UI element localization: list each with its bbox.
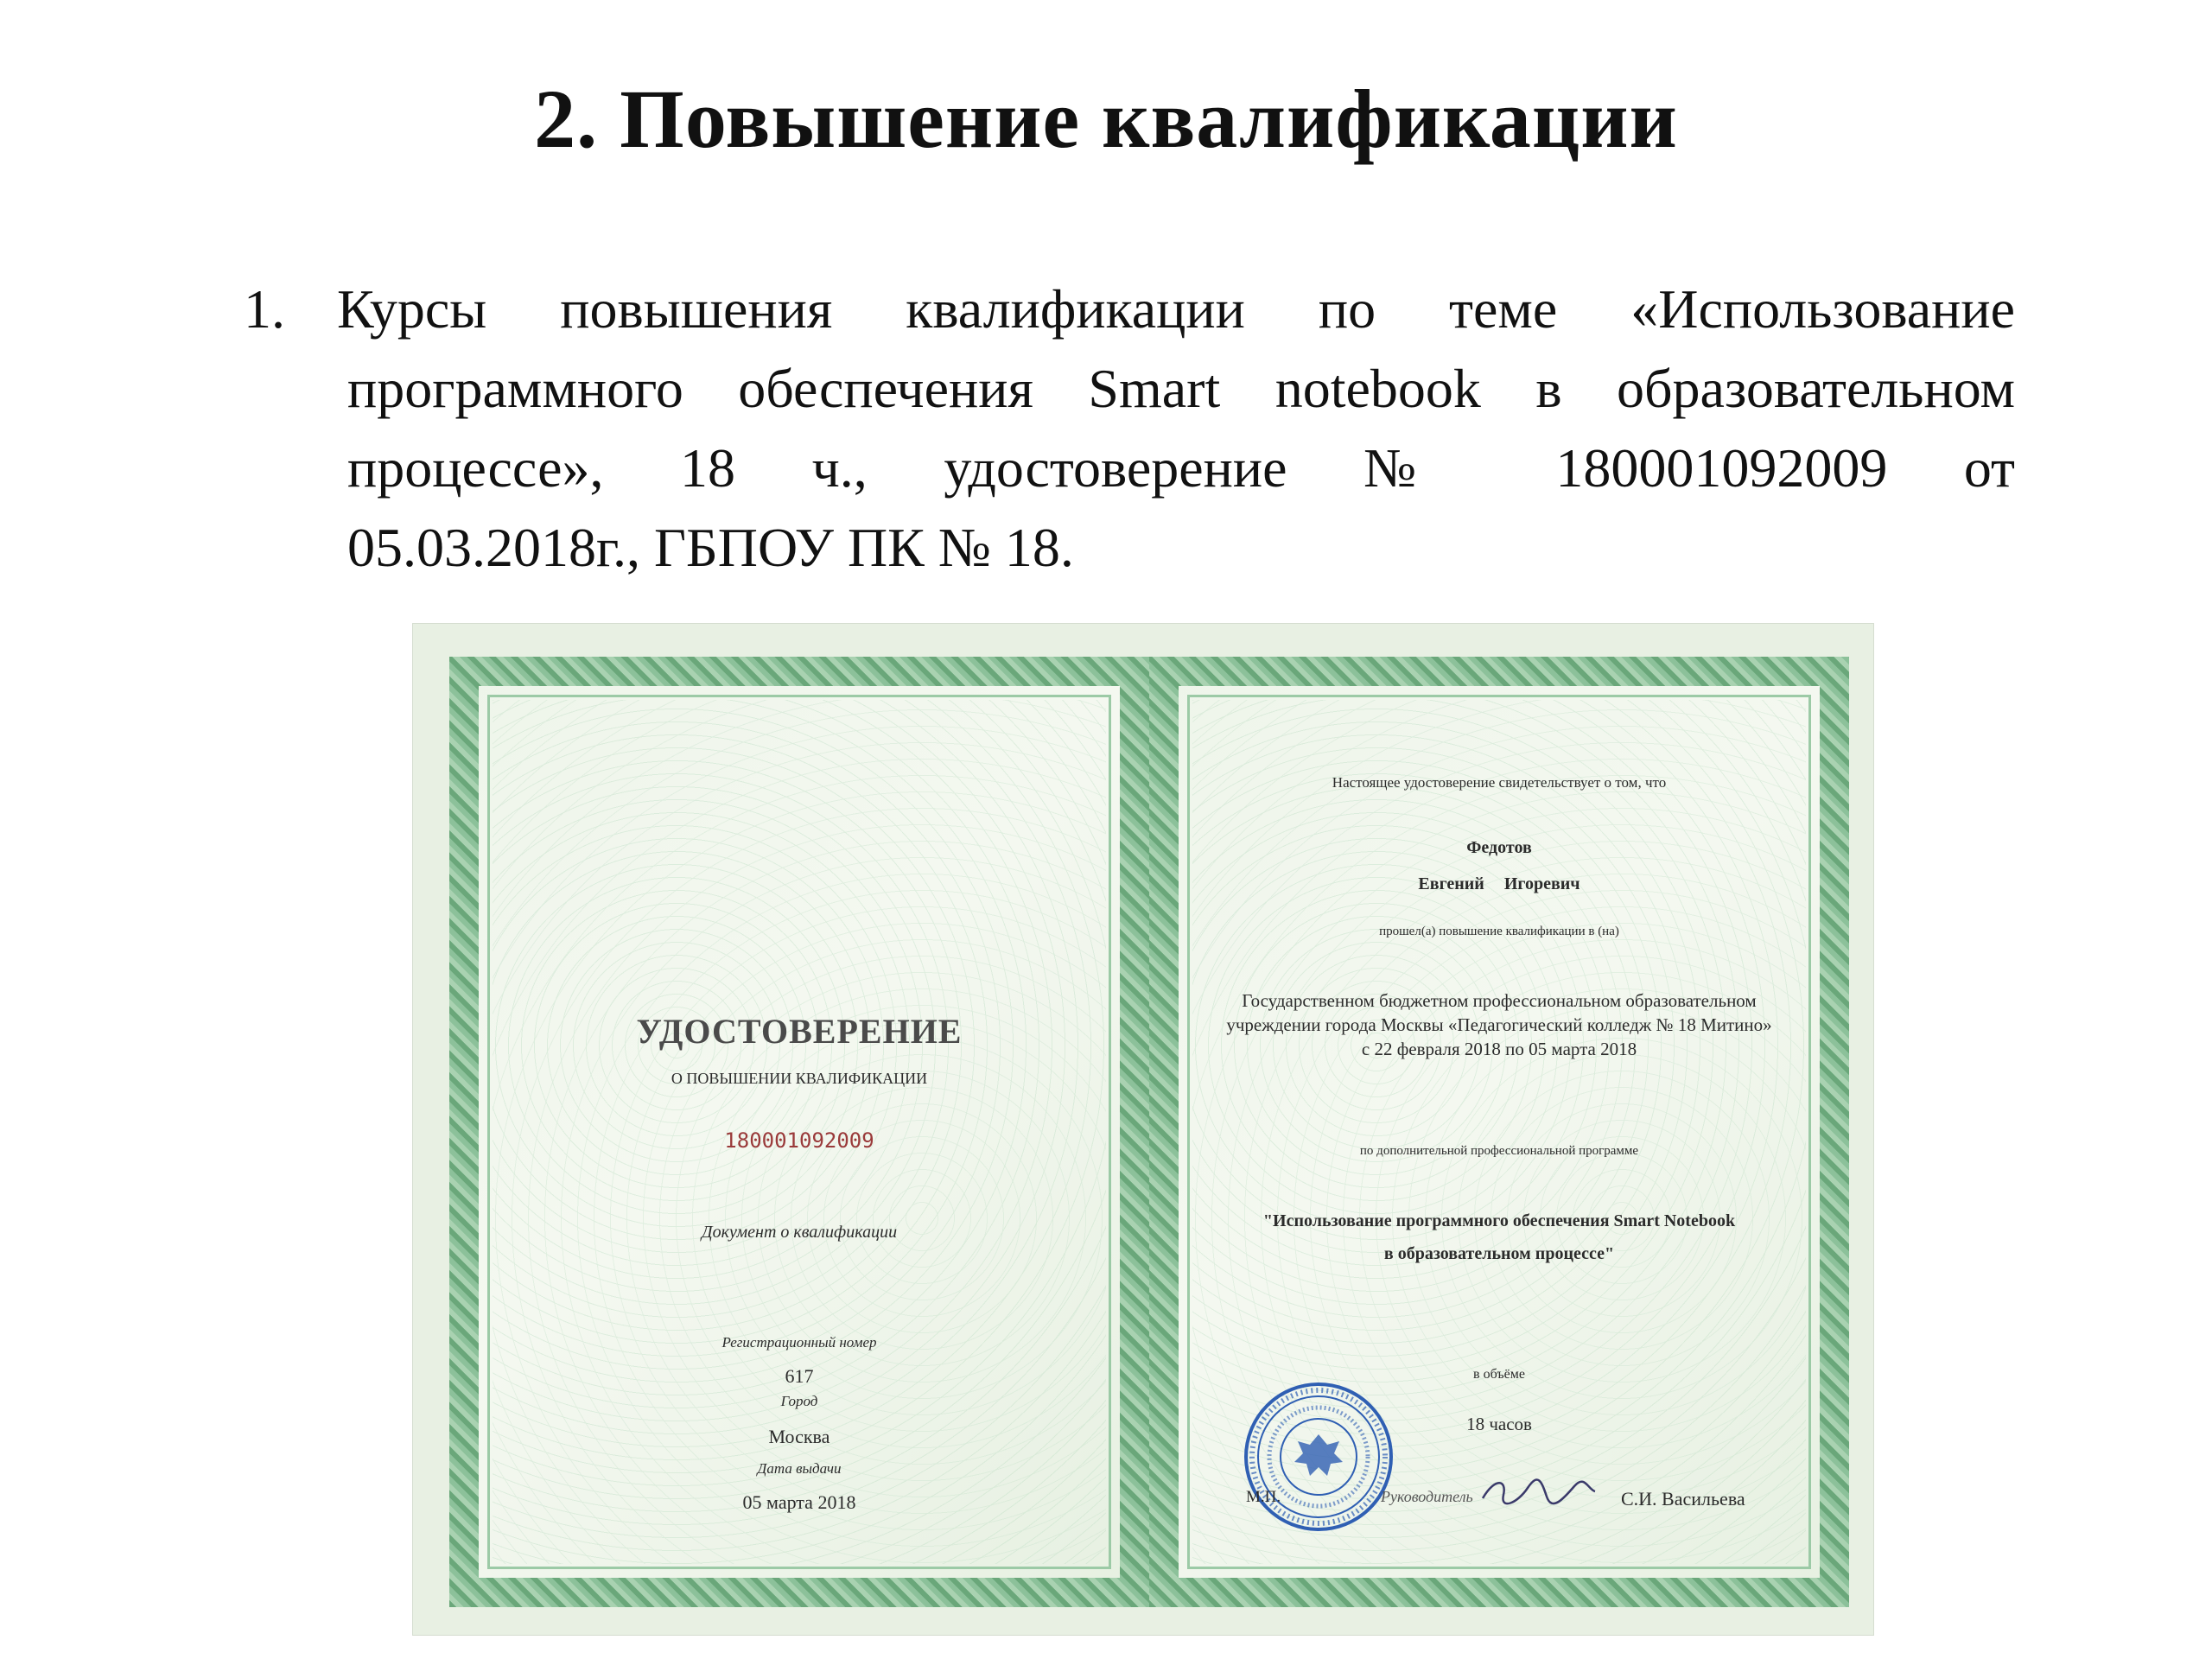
list-item-line: программного обеспечения Smart notebook в образовательном bbox=[347, 358, 2015, 419]
certificate-number: 180001092009 bbox=[724, 1128, 874, 1153]
list-item bbox=[244, 270, 2015, 588]
document-type: Документ о квалификации bbox=[701, 1223, 898, 1242]
issue-date-value: 05 марта 2018 bbox=[742, 1491, 856, 1513]
list-item-line: 05.03.2018г., ГБПОУ ПК № 18. bbox=[347, 517, 1074, 578]
list-item-line: процессе», 18 ч., удостоверение № 180001092009 от bbox=[347, 437, 2015, 499]
signature-icon bbox=[1478, 1472, 1599, 1510]
program-label: по дополнительной профессиональной программе bbox=[1359, 1144, 1639, 1158]
certificate-title: УДОСТОВЕРЕНИЕ bbox=[636, 1012, 963, 1051]
signer-name: С.И. Васильева bbox=[1621, 1488, 1745, 1510]
volume-value: 18 часов bbox=[1466, 1414, 1532, 1434]
holder-name: Евгений Игоревич bbox=[1418, 874, 1580, 893]
list-item-number: 1. bbox=[244, 278, 285, 340]
certificate-left-page bbox=[449, 657, 1149, 1607]
program-line: в образовательном процессе" bbox=[1383, 1244, 1615, 1263]
certificate-subtitle: О ПОВЫШЕНИИ КВАЛИФИКАЦИИ bbox=[671, 1070, 928, 1087]
program-name bbox=[1149, 1205, 1849, 1270]
program-line: "Использование программного обеспечения Smart Notebook bbox=[1262, 1211, 1736, 1230]
holder-surname: Федотов bbox=[1466, 838, 1532, 857]
city-value: Москва bbox=[768, 1426, 830, 1447]
slide-title: 2. Повышение квалификации bbox=[534, 73, 1678, 165]
official-seal-icon bbox=[1243, 1381, 1395, 1533]
institution-line: Государственном бюджетном профессиональном образовательном bbox=[1242, 990, 1757, 1011]
certificate-right-page bbox=[1149, 657, 1849, 1607]
issue-date-label: Дата выдачи bbox=[757, 1460, 842, 1477]
registration-number: 617 bbox=[785, 1365, 814, 1387]
course-dates: с 22 февраля 2018 по 05 марта 2018 bbox=[1361, 1039, 1637, 1059]
institution bbox=[1149, 988, 1849, 1061]
certificate-intro: Настоящее удостоверение свидетельствует о том, что bbox=[1332, 774, 1667, 791]
passed-text: прошел(а) повышение квалификации в (на) bbox=[1379, 925, 1619, 938]
head-label: Руководитель bbox=[1381, 1488, 1473, 1505]
seal-place-mark: М.П. bbox=[1246, 1488, 1281, 1506]
city-label: Город bbox=[780, 1393, 818, 1409]
certificate-scan bbox=[413, 624, 1873, 1635]
institution-line: учреждении города Москвы «Педагогический колледж № 18 Митино» bbox=[1226, 1014, 1772, 1035]
list-item-line: Курсы повышения квалификации по теме «Использование bbox=[337, 278, 2015, 340]
volume-label: в объёме bbox=[1473, 1367, 1525, 1382]
registration-label: Регистрационный номер bbox=[721, 1334, 877, 1351]
